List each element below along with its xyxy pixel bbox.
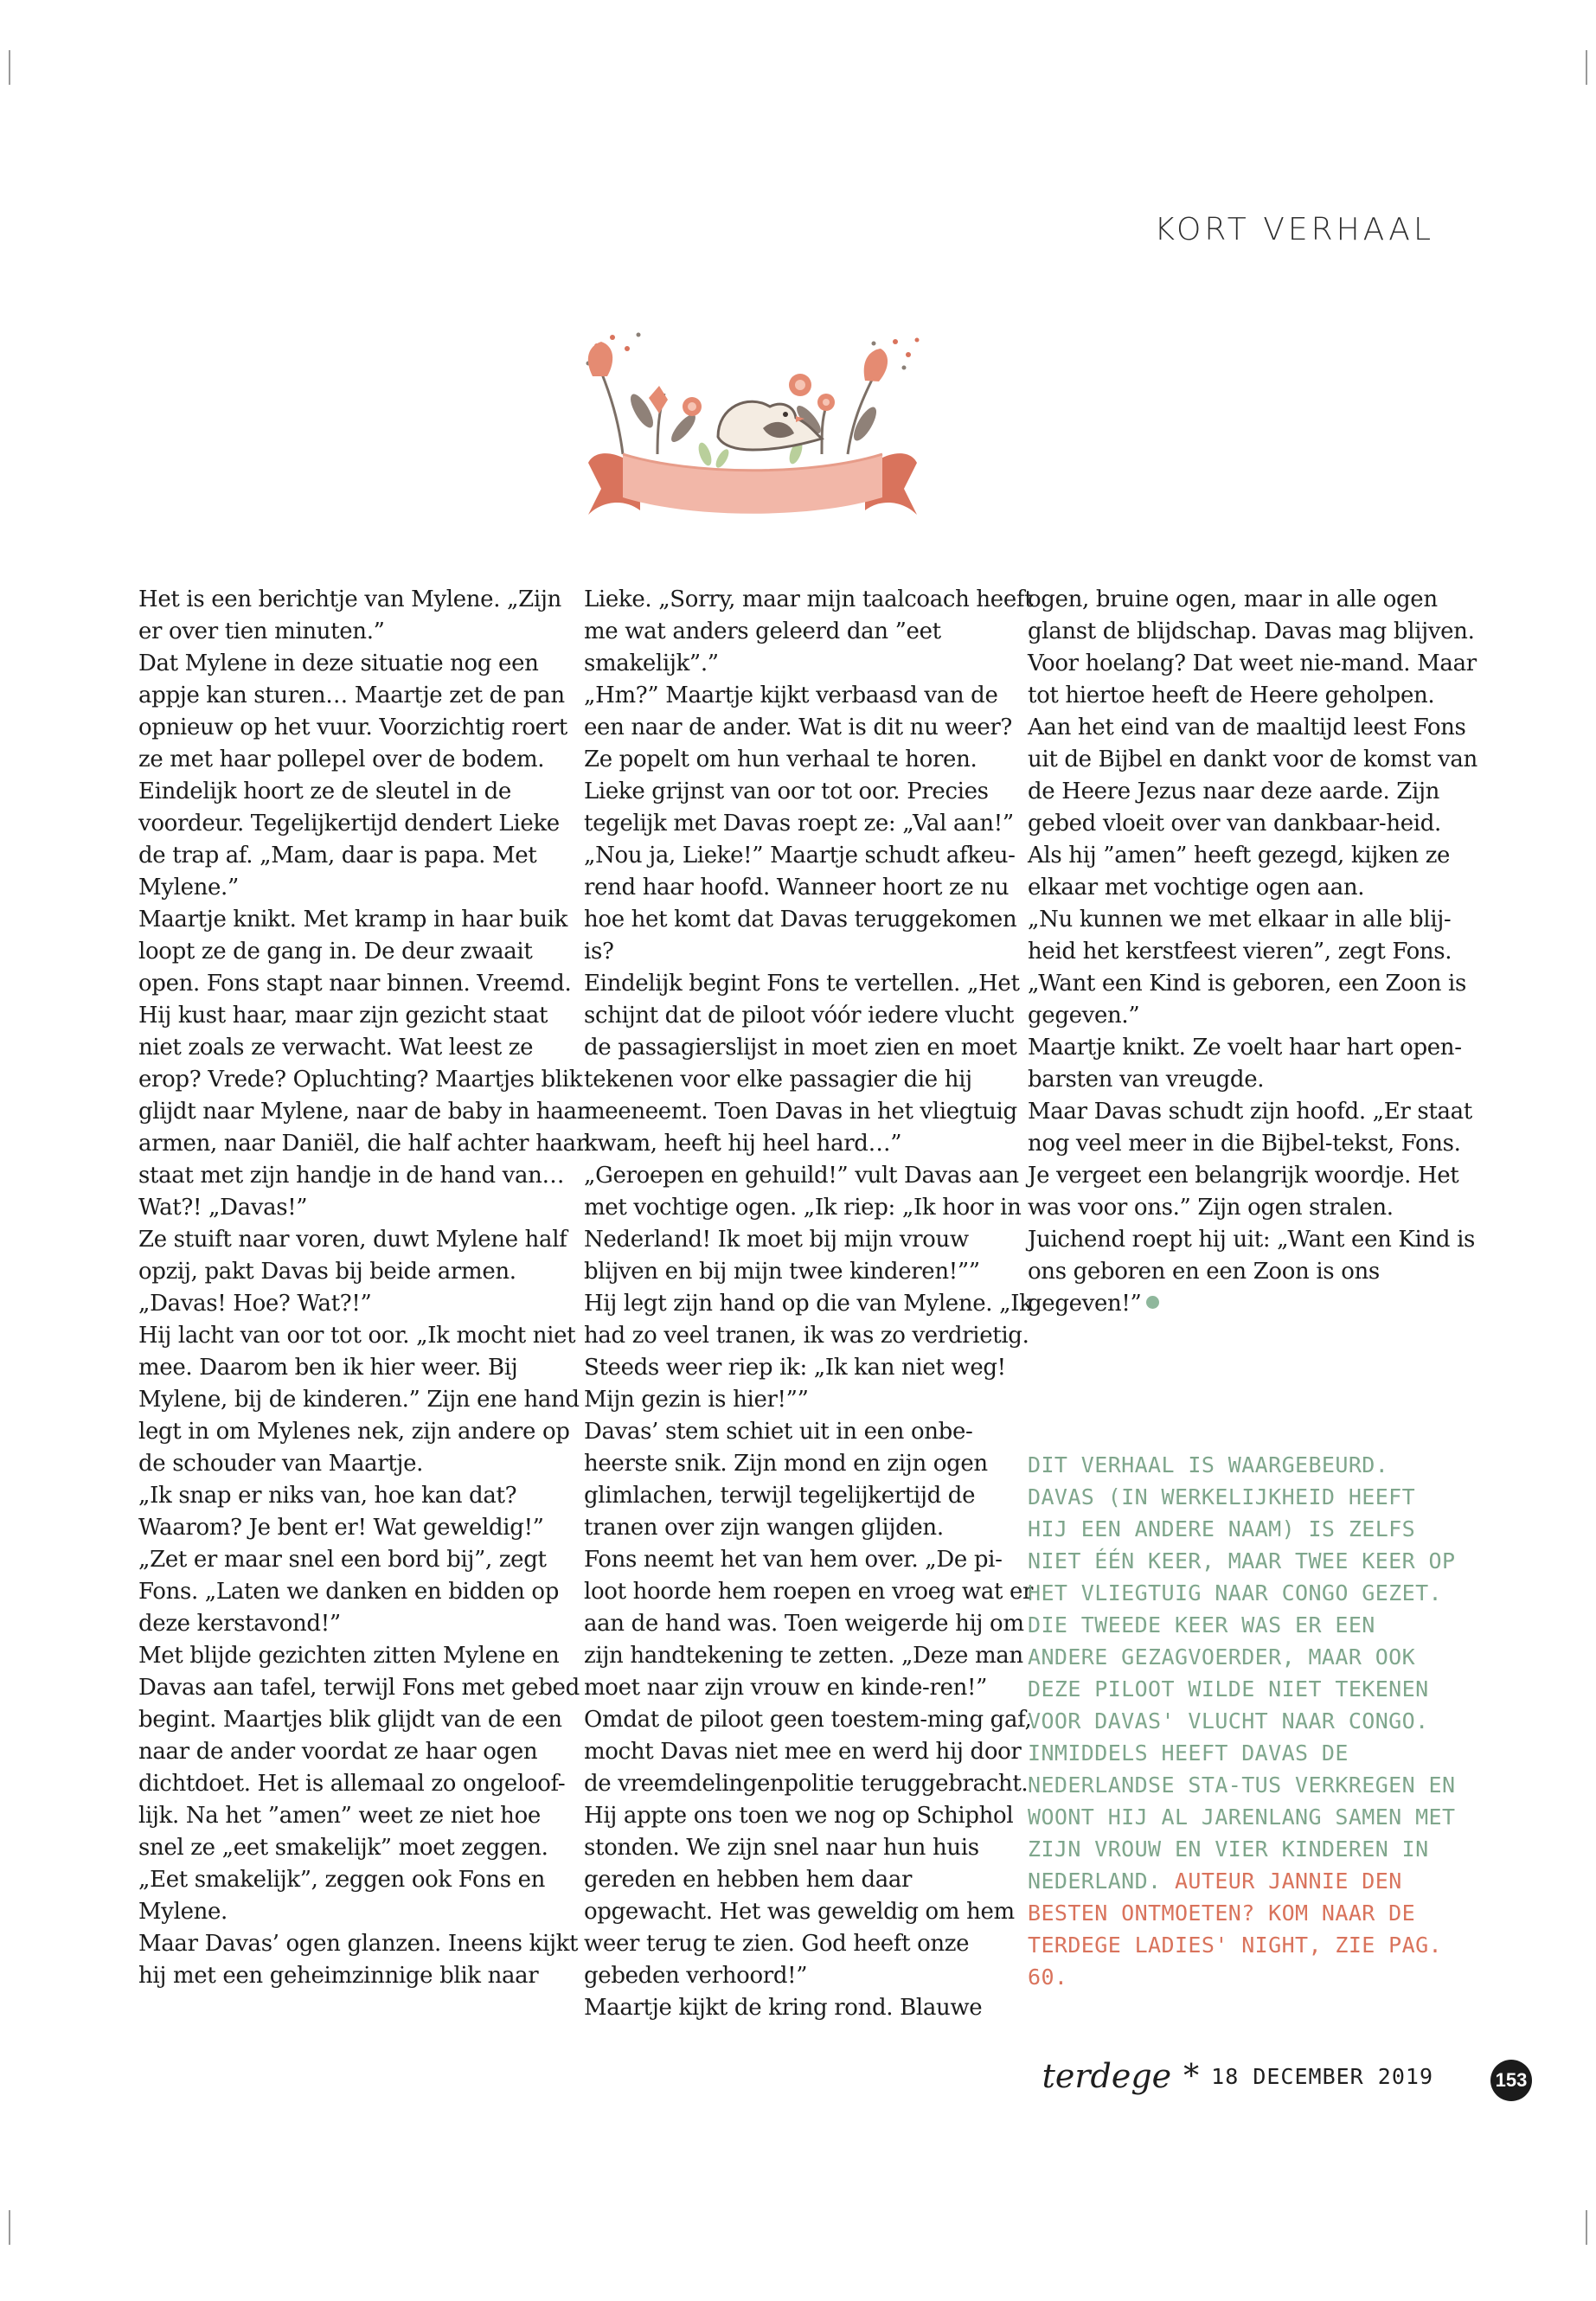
paragraph: ogen, bruine ogen, maar in alle ogen glanst de blijdschap. Davas mag blijven. Voor hoelang? Dat weet nie-mand. Maar tot hiertoe heeft de Heere geholpen.: [1028, 586, 1477, 708]
closing-text: Maar Davas schudt zijn hoofd. „Er staat nog veel meer in die Bijbel-tekst, Fons. Je vergeet een belangrijk woordje. Het was voor ons.” Zijn ogen stralen. Juichend roept hij uit: „Want een Kind is ons geboren en een Zoon is ons gegeven!”: [1028, 1099, 1476, 1317]
paragraph: „Ik snap er niks van, hoe kan dat? Waarom? Je bent er! Wat geweldig!”: [138, 1483, 544, 1541]
paragraph: Aan het eind van de maaltijd leest Fons uit de Bijbel en dankt voor de komst van de Heere Jezus naar deze aarde. Zijn gebed vloeit over van dankbaar-heid.: [1028, 715, 1477, 836]
paragraph: „Eet smakelijk”, zeggen ook Fons en Mylene.: [138, 1867, 546, 1925]
paragraph: Fons neemt het van hem over. „De pi-loot hoorde hem roepen en vroeg wat er aan de hand was. Toen weigerde hij om zijn handtekening te zetten. „Deze man moet naar zijn vrouw en kinde-ren!” Omdat de piloot geen toestem-ming gaf, mocht Davas niet mee en werd hij door de vreemdelingenpolitie teruggebracht. Hij appte ons toen we nog op Schiphol stonden. We zijn snel naar hun huis gereden en hebben hem daar opgewacht. Het was geweldig om hem weer terug te zien. God heeft onze gebeden verhoord!”: [584, 1547, 1034, 1989]
page-number: 153: [1490, 2060, 1532, 2101]
paragraph: [1028, 1096, 1477, 1320]
paragraph: Maar Davas’ ogen glanzen. Ineens kijkt hij met een geheimzinnige blik naar: [138, 1931, 579, 1989]
paragraph: Maartje knikt. Met kramp in haar buik loopt ze de gang in. De deur zwaait open. Fons stapt naar binnen. Vreemd. Hij kust haar, maar zijn gezicht staat niet zoals ze verwacht. Wat leest ze erop? Vrede? Opluchting? Maartjes blik glijdt naar Mylene, naar de baby in haar armen, naar Daniël, die half achter haar staat met zijn handje in de hand van…: [138, 907, 587, 1189]
article-column-1: [138, 584, 588, 1992]
paragraph: Lieke. „Sorry, maar mijn taalcoach heeft me wat anders geleerd dan ”eet smakelijk”.”: [584, 586, 1034, 676]
paragraph: „Nou ja, Lieke!” Maartje schudt afkeu-rend haar hoofd. Wanneer hoort ze nu hoe het komt dat Davas teruggekomen is?: [584, 843, 1017, 965]
section-label: KORT VERHAAL: [1154, 212, 1434, 247]
paragraph: Eindelijk begint Fons te vertellen. „Het schijnt dat de piloot vóór iedere vlucht de passagierslijst in moet zien en moet tekenen voor elke passagier die hij meeneemt. Toen Davas in het vliegtuig kwam, heeft hij heel hard…”: [584, 971, 1020, 1157]
article-column-2: [584, 584, 1034, 2024]
separator-star-icon: *: [1183, 2058, 1200, 2094]
crop-mark-bottom-right: [1586, 2210, 1587, 2245]
promo-text: AUTEUR JANNIE DEN BESTEN ONTMOETEN? KOM NAAR DE TERDEGE LADIES' NIGHT, ZIE PAG. 60.: [1028, 1868, 1442, 1990]
editorial-note: [1028, 1449, 1460, 1993]
paragraph: „Zet er maar snel een bord bij”, zegt Fons. „Laten we danken en bidden op deze kerstavond!”: [138, 1547, 560, 1637]
paragraph: Davas’ stem schiet uit in een onbe-heerste snik. Zijn mond en zijn ogen glimlachen, terwijl tegelijkertijd de tranen over zijn wangen glijden.: [584, 1419, 988, 1541]
paragraph: „Nu kunnen we met elkaar in alle blij-heid het kerstfeest vieren”, zegt Fons. „Want een Kind is geboren, een Zoon is gegeven.”: [1028, 907, 1467, 1029]
paragraph: Wat?! „Davas!”: [138, 1195, 308, 1221]
paragraph: Dat Mylene in deze situatie nog een appje kan sturen… Maartje zet de pan opnieuw op het vuur. Voorzichtig roert ze met haar pollepel over de bodem. Eindelijk hoort ze de sleutel in de voordeur. Tegelijkertijd dendert Lieke de trap af. „Mam, daar is papa. Met Mylene.”: [138, 651, 567, 901]
end-dot-icon: [1146, 1296, 1159, 1309]
issue-date: 18 DECEMBER 2019: [1211, 2063, 1433, 2089]
paragraph: Ze stuift naar voren, duwt Mylene half opzij, pakt Davas bij beide armen. „Davas! Hoe? Wat?!”: [138, 1227, 567, 1317]
paragraph: Maartje kijkt de kring rond. Blauwe: [584, 1995, 983, 2021]
paragraph: Maartje knikt. Ze voelt haar hart open-barsten van vreugde.: [1028, 1035, 1462, 1093]
article-column-3: [1028, 584, 1477, 1320]
brand-logo: terdege: [1042, 2057, 1172, 2095]
crop-mark-bottom-left: [9, 2210, 10, 2245]
paragraph: Het is een berichtje van Mylene. „Zijn er over tien minuten.”: [138, 586, 561, 644]
paragraph: Als hij ”amen” heeft gezegd, kijken ze elkaar met vochtige ogen aan.: [1028, 843, 1451, 901]
note-text: DIT VERHAAL IS WAARGEBEURD. DAVAS (IN WERKELIJKHEID HEEFT HIJ EEN ANDERE NAAM) IS ZELFS NIET ÉÉN KEER, MAAR TWEE KEER OP HET VLIEGTUIG NAAR CONGO GEZET. DIE TWEEDE KEER WAS ER EEN ANDERE GEZAGVOERDER, MAAR OOK DEZE PILOOT WILDE NIET TEKENEN VOOR DAVAS' VLUCHT NAAR CONGO. INMIDDELS HEEFT DAVAS DE NEDERLANDSE STA-TUS VERKREGEN EN WOONT HIJ AL JARENLANG SAMEN MET ZIJN VROUW EN VIER KINDEREN IN NEDERLAND.: [1028, 1452, 1456, 1894]
paragraph: Hij lacht van oor tot oor. „Ik mocht niet mee. Daarom ben ik hier weer. Bij Mylene, bij de kinderen.” Zijn ene hand legt in om Mylenes nek, zijn andere op de schouder van Maartje.: [138, 1323, 580, 1477]
footer: [1042, 2057, 1433, 2095]
crop-mark-top-left: [9, 50, 10, 85]
paragraph: Hij legt zijn hand op die van Mylene. „Ik had zo veel tranen, ik was zo verdrietig. Steeds weer riep ik: „Ik kan niet weg! Mijn gezin is hier!””: [584, 1291, 1033, 1413]
bird-illustration-icon: [562, 324, 943, 536]
paragraph: Met blijde gezichten zitten Mylene en Davas aan tafel, terwijl Fons met gebed begint. Maartjes blik glijdt van de een naar de ander voordat ze haar ogen dichtdoet. Het is allemaal zo ongeloof-lijk. Na het ”amen” weet ze niet hoe snel ze „eet smakelijk” moet zeggen.: [138, 1643, 580, 1861]
paragraph: „Geroepen en gehuild!” vult Davas aan met vochtige ogen. „Ik riep: „Ik hoor in Nederland! Ik moet bij mijn vrouw blijven en bij mijn twee kinderen!””: [584, 1163, 1022, 1285]
paragraph: „Hm?” Maartje kijkt verbaasd van de een naar de ander. Wat is dit nu weer? Ze popelt om hun verhaal te horen. Lieke grijnst van oor tot oor. Precies tegelijk met Davas roept ze: „Val aan!”: [584, 683, 1014, 836]
crop-mark-top-right: [1586, 50, 1587, 85]
